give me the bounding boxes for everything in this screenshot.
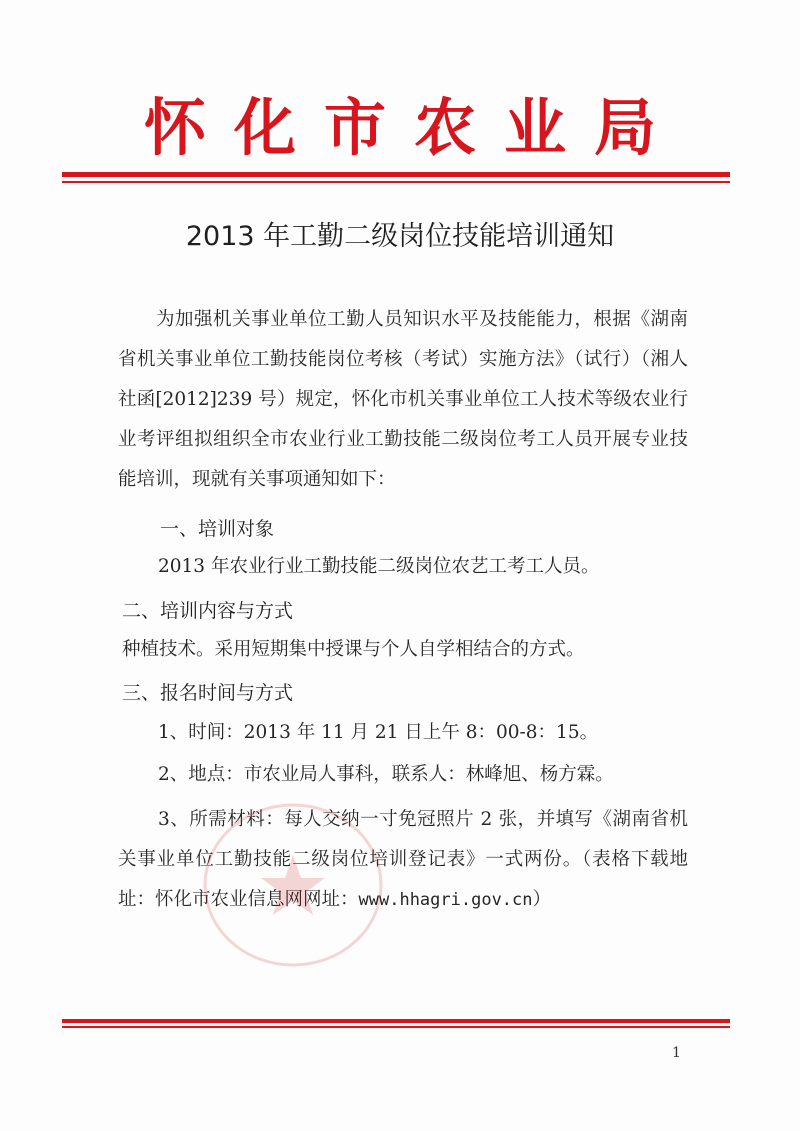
footer-red-rule-thick xyxy=(62,1019,730,1023)
download-url-link[interactable]: www.hhagri.gov.cn xyxy=(358,890,533,910)
letterhead-red-rule-thin xyxy=(62,181,730,183)
section-3-item-2: 2、地点：市农业局人事科，联系人：林峰旭、杨方霖。 xyxy=(158,764,614,785)
section-heading-3: 三、报名时间与方式 xyxy=(122,682,294,704)
section-3-item-1: 1、时间：2013 年 11 月 21 日上午 8：00-8：15。 xyxy=(158,722,599,743)
section-heading-2: 二、培训内容与方式 xyxy=(122,600,294,622)
section-3-item-3-end: ） xyxy=(532,889,552,910)
document-title: 2013 年工勤二级岗位技能培训通知 xyxy=(185,221,615,252)
letterhead-org-name: 怀化市农业局 xyxy=(143,91,684,164)
section-1-content: 2013 年农业行业工勤技能二级岗位农艺工考工人员。 xyxy=(158,556,600,577)
letterhead-red-rule-thick xyxy=(62,172,730,177)
section-heading-1: 一、培训对象 xyxy=(160,518,275,540)
intro-paragraph: 为加强机关事业单位工勤人员知识水平及技能能力，根据《湖南省机关事业单位工勤技能岗位考核（考试）实施方法》（试行）（湘人社函[2012]239 号）规定，怀化市机关事业单位工人技术等级农业行业考评组拟组织全市农业行业工勤技能二级岗位考工人员开展专业技能培训，现就有关事项通知如下： xyxy=(118,309,688,490)
footer-red-rule-thin xyxy=(62,1026,730,1028)
section-3-item-3-text: 3、所需材料：每人交纳一寸免冠照片 2 张，并填写《湖南省机关事业单位工勤技能二级岗位培训登记表》一式两份。（表格下载地址：怀化市农业信息网网址： xyxy=(118,809,688,910)
official-seal-stamp xyxy=(198,800,388,970)
section-2-content: 种植技术。采用短期集中授课与个人自学相结合的方式。 xyxy=(122,639,585,660)
page-number: 1 xyxy=(672,1045,681,1061)
